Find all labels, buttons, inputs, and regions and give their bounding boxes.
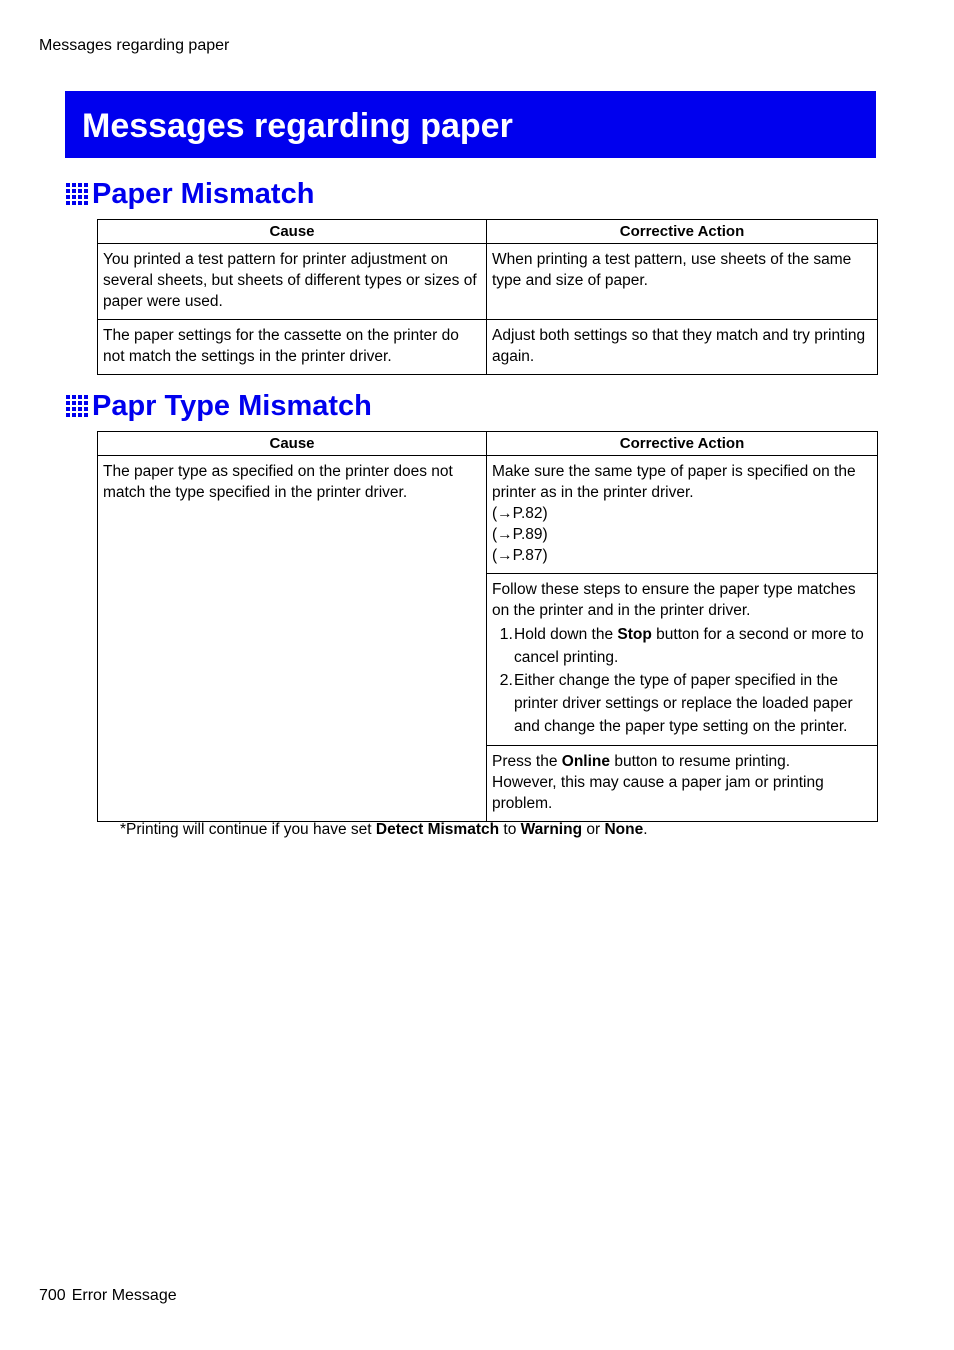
action-note: However, this may cause a paper jam or printing problem.: [492, 774, 824, 812]
step-number: 1.: [499, 626, 513, 643]
footnote: *Printing will continue if you have set Detect Mismatch to Warning or None.: [120, 821, 648, 838]
action-cell: [487, 456, 878, 574]
stop-button-label: Stop: [617, 626, 652, 643]
step-text: Either change the type of paper specified in the printer driver settings or replace the loaded paper and change the paper type setting on the printer.: [514, 672, 853, 735]
table-header-row: [98, 432, 878, 456]
grid-icon: [65, 182, 89, 206]
page-reference[interactable]: (→P.89): [492, 526, 548, 543]
list-item: [492, 623, 872, 669]
section-title: Paper Mismatch: [92, 178, 315, 210]
table-header-row: [98, 220, 878, 244]
page-number: 700: [39, 1287, 66, 1304]
list-item: [492, 669, 872, 738]
running-head: Messages regarding paper: [39, 37, 230, 54]
action-text: Press the Online button to resume printing.: [492, 753, 791, 770]
page-reference[interactable]: (→P.82): [492, 505, 548, 522]
steps-list: [492, 623, 872, 738]
action-header: Corrective Action: [487, 220, 878, 244]
action-text: Make sure the same type of paper is specified on the printer as in the printer driver.: [492, 463, 856, 501]
paper-mismatch-table: [97, 219, 878, 375]
section-heading-papr-type-mismatch: [65, 388, 372, 424]
table-row: [98, 456, 878, 574]
online-button-label: Online: [561, 753, 611, 770]
table-row: [98, 244, 878, 320]
page-footer: [39, 1287, 177, 1305]
cause-header: Cause: [98, 432, 487, 456]
step-text: Hold down the Stop button for a second or more to cancel printing.: [514, 626, 864, 666]
page-title: Messages regarding paper: [82, 107, 513, 145]
title-banner: [65, 91, 876, 158]
footer-label: Error Message: [71, 1287, 177, 1304]
action-intro: Follow these steps to ensure the paper type matches on the printer and in the printer driver.: [492, 581, 856, 619]
action-cell: When printing a test pattern, use sheets of the same type and size of paper.: [487, 244, 878, 320]
grid-icon: [65, 394, 89, 418]
action-cell: [487, 574, 878, 746]
action-header: Corrective Action: [487, 432, 878, 456]
page-reference[interactable]: (→P.87): [492, 547, 548, 564]
step-number: 2.: [499, 672, 513, 689]
cause-cell: The paper type as specified on the printer does not match the type specified in the printer driver.: [98, 456, 487, 822]
cause-cell: The paper settings for the cassette on the printer do not match the settings in the printer driver.: [98, 320, 487, 375]
papr-type-mismatch-table: [97, 431, 878, 822]
action-cell: Adjust both settings so that they match and try printing again.: [487, 320, 878, 375]
section-title: Papr Type Mismatch: [92, 390, 372, 422]
cause-header: Cause: [98, 220, 487, 244]
cause-cell: You printed a test pattern for printer adjustment on several sheets, but sheets of different types or sizes of paper were used.: [98, 244, 487, 320]
action-cell: [487, 746, 878, 822]
section-heading-paper-mismatch: [65, 176, 314, 212]
table-row: [98, 320, 878, 375]
